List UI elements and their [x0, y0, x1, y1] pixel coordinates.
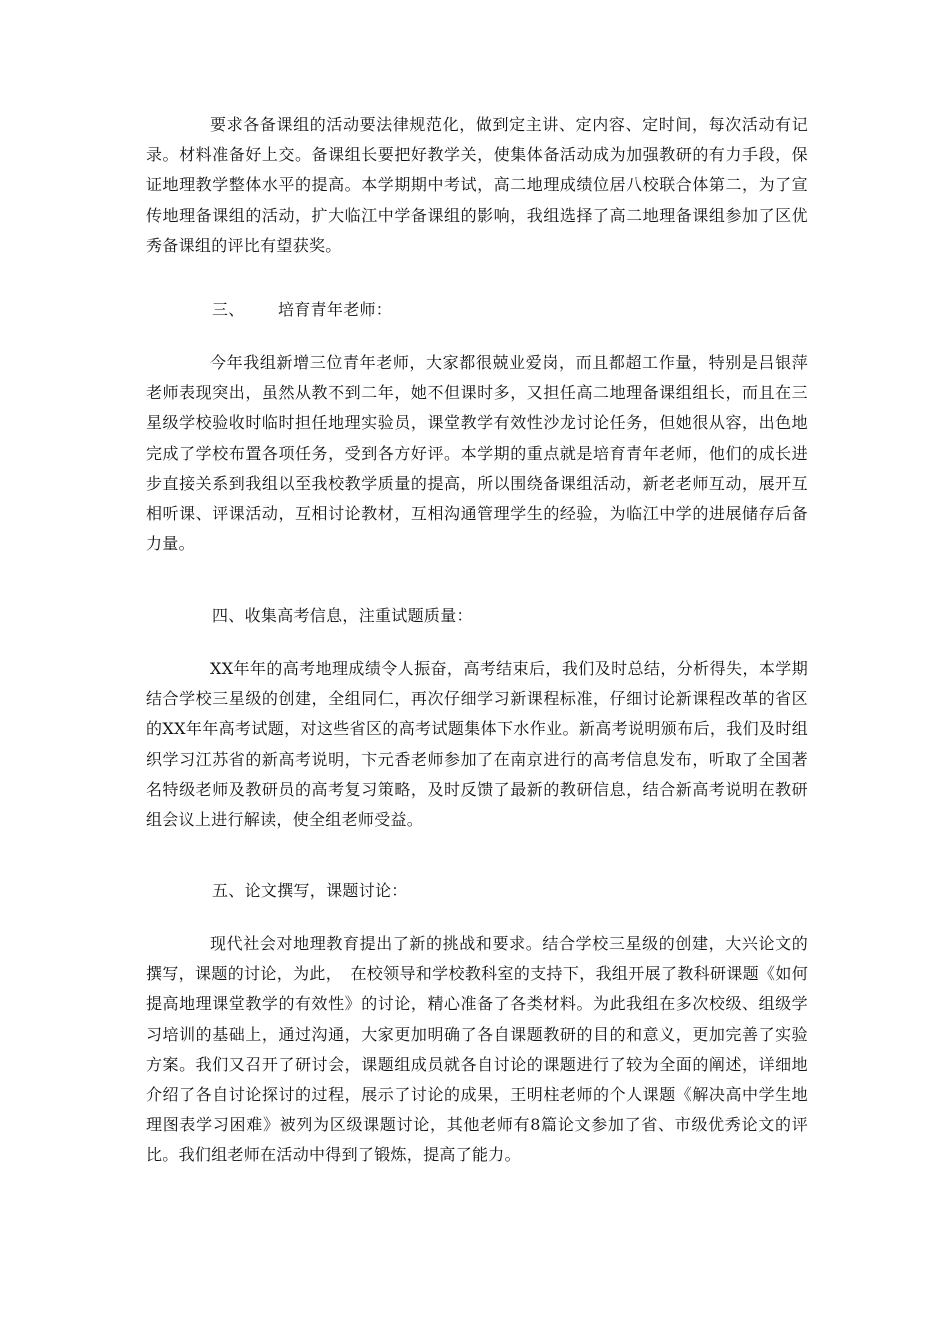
section-heading-3-number: 三、	[212, 300, 245, 319]
section-heading-3-title: 培育青年老师：	[278, 300, 393, 319]
paragraph-papers-research: 现代社会对地理教育提出了新的挑战和要求。结合学校三星级的创建，大兴论文的撰写，课题的讨论，为此， 在校领导和学校教科室的支持下，我组开展了教科研课题《如何提高地理课堂教学的有效性》的讨论，精心准备了各类材料。为此我组在多次校级、组级学习培训的基础上，通过沟通，大家更加明确了各自课题教研的目的和意义，更加完善了实验方案。我们又召开了研讨会，课题组成员就各自讨论的课题进行了较为全面的阐述，详细地介绍了各自讨论探讨的过程，展示了讨论的成果，王明柱老师的个人课题《解决高中学生地理图表学习困难》被列为区级课题讨论，其他老师有8篇论文参加了省、市级优秀论文的评比。我们组老师在活动中得到了锻炼，提高了能力。	[146, 934, 808, 1165]
section-heading-4: 四、收集高考信息，注重试题质量：	[212, 606, 473, 625]
section-heading-3	[212, 295, 392, 325]
section-heading-5: 五、论文撰写，课题讨论：	[212, 881, 408, 900]
paragraph-backup-group-activities: 要求各备课组的活动要法律规范化，做到定主讲、定内容、定时间，每次活动有记录。材料准备好上交。备课组长要把好教学关，使集体备活动成为加强教研的有力手段，保证地理教学整体水平的提高。本学期期中考试，高二地理成绩位居八校联合体第二，为了宣传地理备课组的活动，扩大临江中学备课组的影响，我组选择了高二地理备课组参加了区优秀备课组的评比有望获奖。	[146, 115, 808, 255]
paragraph-exam-information: XX年年的高考地理成绩令人振奋，高考结束后，我们及时总结，分析得失，本学期结合学校三星级的创建，全组同仁，再次仔细学习新课程标准，仔细讨论新课程改革的省区的XX年年高考试题，对这些省区的高考试题集体下水作业。新高考说明颁布后，我们及时组织学习江苏省的新高考说明，卞元香老师参加了在南京进行的高考信息发布，听取了全国著名特级老师及教研员的高考复习策略，及时反馈了最新的教研信息，结合新高考说明在教研组会议上进行解读，使全组老师受益。	[146, 659, 808, 830]
paragraph-young-teachers: 今年我组新增三位青年老师，大家都很兢业爱岗，而且都超工作量，特别是吕银萍老师表现突出，虽然从教不到二年，她不但课时多，又担任高二地理备课组组长，而且在三星级学校验收时临时担任地理实验员，课堂教学有效性沙龙讨论任务，但她很从容，出色地完成了学校布置各项任务，受到各方好评。本学期的重点就是培育青年老师，他们的成长进步直接关系到我组以至我校教学质量的提高，所以围绕备课组活动，新老老师互动，展开互相听课、评课活动，互相讨论教材，互相沟通管理学生的经验，为临江中学的进展储存后备力量。	[146, 353, 808, 554]
